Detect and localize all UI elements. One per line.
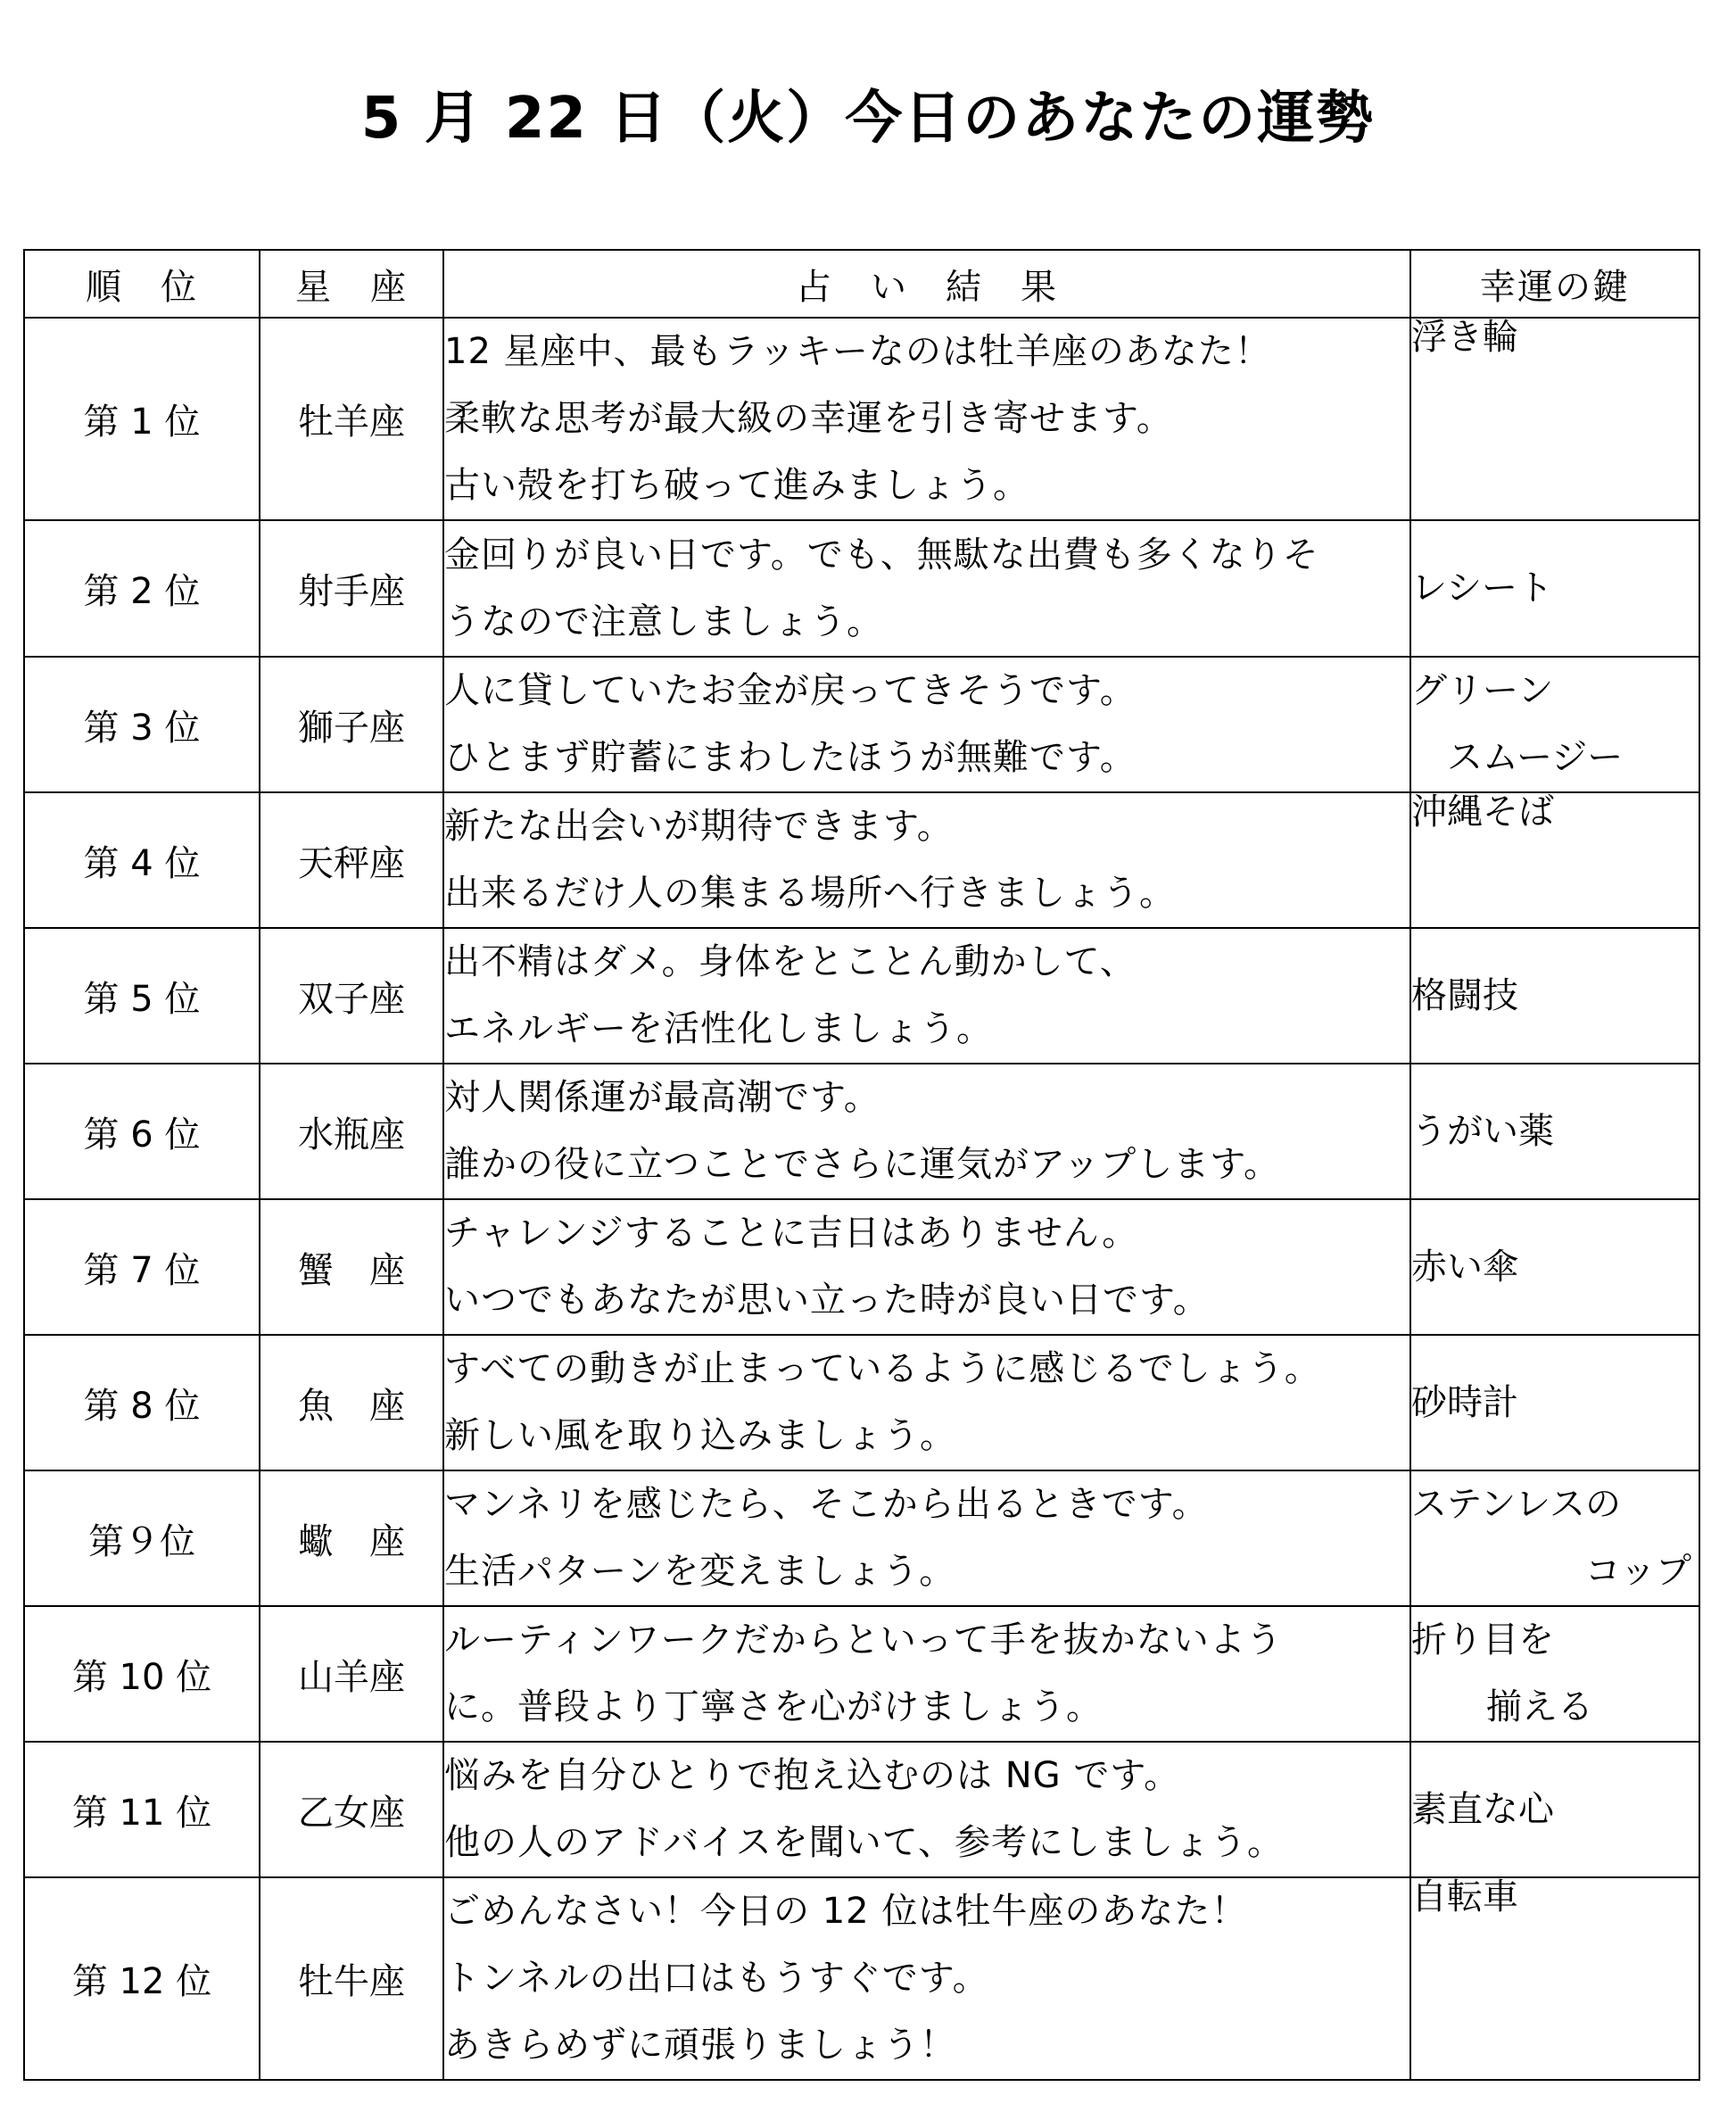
result-cell [443, 520, 1410, 657]
rank-cell: 第 8 位 [24, 1335, 260, 1470]
result-line: 新しい風を取り込みましょう。 [444, 1415, 956, 1456]
rank-cell: 第 3 位 [24, 657, 260, 792]
result-cell [443, 1742, 1410, 1877]
key-cell [1410, 520, 1699, 657]
table-row [24, 1470, 1699, 1606]
sign-cell: 水瓶座 [260, 1064, 443, 1199]
result-cell [443, 318, 1410, 520]
key-line: 砂時計 [1411, 1381, 1518, 1423]
sign-cell: 魚 座 [260, 1335, 443, 1470]
sign-cell: 獅子座 [260, 657, 443, 792]
result-line: ごめんなさい！今日の 12 位は牡牛座のあなた！ [444, 1891, 1248, 1932]
key-line: スムージー [1447, 737, 1624, 778]
rank-cell: 第 1 位 [24, 318, 260, 520]
table-row [24, 1199, 1699, 1335]
table-row [24, 318, 1699, 520]
rank-cell: 第９位 [24, 1470, 260, 1606]
result-line: に。普段より丁寧さを心がけましょう。 [444, 1686, 1103, 1727]
key-line: 自転車 [1411, 1876, 1518, 1917]
result-line: 金回りが良い日です。でも、無駄な出費も多くなりそ [444, 534, 1319, 576]
key-cell [1410, 1606, 1699, 1742]
table-row [24, 1606, 1699, 1742]
key-cell [1410, 1470, 1699, 1606]
key-cell [1410, 792, 1699, 928]
key-cell [1410, 318, 1699, 520]
table-row [24, 928, 1699, 1064]
key-line: 浮き輪 [1411, 317, 1518, 358]
table-row [24, 657, 1699, 792]
key-cell [1410, 657, 1699, 792]
result-line: あきらめずに頑張りましょう！ [444, 2025, 956, 2066]
page-title: 5 月 22 日（火）今日のあなたの運勢 [360, 86, 1376, 152]
result-line: エネルギーを活性化しましょう。 [444, 1008, 993, 1049]
result-line: 対人関係運が最高潮です。 [444, 1077, 880, 1118]
sign-cell: 蟹 座 [260, 1199, 443, 1335]
result-line: いつでもあなたが思い立った時が良い日です。 [444, 1280, 1210, 1321]
header-sign: 星 座 [260, 250, 443, 318]
key-line: 赤い傘 [1411, 1246, 1518, 1288]
result-line: 古い殻を打ち破って進みましょう。 [444, 465, 1029, 506]
result-line: ルーティンワークだからといって手を抜かないよう [444, 1619, 1283, 1661]
key-line: 沖縄そば [1411, 791, 1554, 832]
rank-cell: 第 10 位 [24, 1606, 260, 1742]
header-result: 占 い 結 果 [443, 250, 1410, 318]
key-line: 揃える [1486, 1686, 1593, 1727]
key-cell [1410, 1064, 1699, 1199]
key-line: 折り目を [1411, 1619, 1554, 1661]
key-cell [1410, 1199, 1699, 1335]
sign-cell: 双子座 [260, 928, 443, 1064]
result-cell [443, 792, 1410, 928]
result-cell [443, 1064, 1410, 1199]
result-line: マンネリを感じたら、そこから出るときです。 [444, 1484, 1209, 1525]
key-line: レシート [1411, 567, 1553, 609]
sign-cell: 牡牛座 [260, 1877, 443, 2080]
rank-cell: 第 11 位 [24, 1742, 260, 1877]
table-row [24, 1877, 1699, 2080]
result-line: 誰かの役に立つことでさらに運気がアップします。 [444, 1144, 1280, 1185]
header-key: 幸運の鍵 [1410, 250, 1699, 318]
result-line: ひとまず貯蓄にまわしたほうが無難です。 [444, 737, 1137, 778]
result-cell [443, 928, 1410, 1064]
table-row [24, 1064, 1699, 1199]
result-cell [443, 657, 1410, 792]
result-cell [443, 1606, 1410, 1742]
result-cell [443, 1470, 1410, 1606]
result-line: 他の人のアドバイスを聞いて、参考にしましょう。 [444, 1822, 1284, 1863]
key-line: 素直な心 [1411, 1788, 1554, 1830]
sign-cell: 射手座 [260, 520, 443, 657]
key-line: コップ [1584, 1551, 1691, 1592]
key-line: 格闘技 [1411, 974, 1518, 1016]
result-line: 生活パターンを変えましょう。 [444, 1551, 956, 1592]
result-line: チャレンジすることに吉日はありません。 [444, 1213, 1139, 1254]
result-line: すべての動きが止まっているように感じるでしょう。 [444, 1348, 1321, 1389]
result-line: トンネルの出口はもうすぐです。 [444, 1958, 989, 1999]
key-cell [1410, 1877, 1699, 2080]
result-line: 出来るだけ人の集まる場所へ行きましょう。 [444, 873, 1176, 914]
key-cell [1410, 1335, 1699, 1470]
table-row [24, 792, 1699, 928]
result-line: 悩みを自分ひとりで抱え込むのは NG です。 [444, 1755, 1181, 1796]
rank-cell: 第 6 位 [24, 1064, 260, 1199]
key-line: うがい薬 [1411, 1110, 1554, 1152]
rank-cell: 第 2 位 [24, 520, 260, 657]
key-line: ステンレスの [1411, 1484, 1621, 1525]
sign-cell: 山羊座 [260, 1606, 443, 1742]
key-line: グリーン [1411, 670, 1554, 711]
result-cell [443, 1335, 1410, 1470]
result-line: うなので注意しましょう。 [444, 600, 883, 642]
sign-cell: 乙女座 [260, 1742, 443, 1877]
fortune-table [23, 249, 1700, 2081]
result-cell [443, 1877, 1410, 2080]
result-line: 人に貸していたお金が戻ってきそうです。 [444, 670, 1137, 711]
rank-cell: 第 12 位 [24, 1877, 260, 2080]
sign-cell: 蠍 座 [260, 1470, 443, 1606]
sign-cell: 天秤座 [260, 792, 443, 928]
header-rank: 順 位 [24, 250, 260, 318]
sign-cell: 牡羊座 [260, 318, 443, 520]
key-cell [1410, 1742, 1699, 1877]
key-cell [1410, 928, 1699, 1064]
rank-cell: 第 7 位 [24, 1199, 260, 1335]
result-line: 12 星座中、最もラッキーなのは牡羊座のあなた！ [444, 331, 1271, 372]
table-row [24, 1335, 1699, 1470]
rank-cell: 第 4 位 [24, 792, 260, 928]
result-line: 新たな出会いが期待できます。 [444, 806, 954, 847]
rank-cell: 第 5 位 [24, 928, 260, 1064]
result-line: 出不精はダメ。身体をとことん動かして、 [444, 941, 1137, 982]
table-row [24, 520, 1699, 657]
table-row [24, 1742, 1699, 1877]
result-cell [443, 1199, 1410, 1335]
result-line: 柔軟な思考が最大級の幸運を引き寄せます。 [444, 398, 1173, 439]
